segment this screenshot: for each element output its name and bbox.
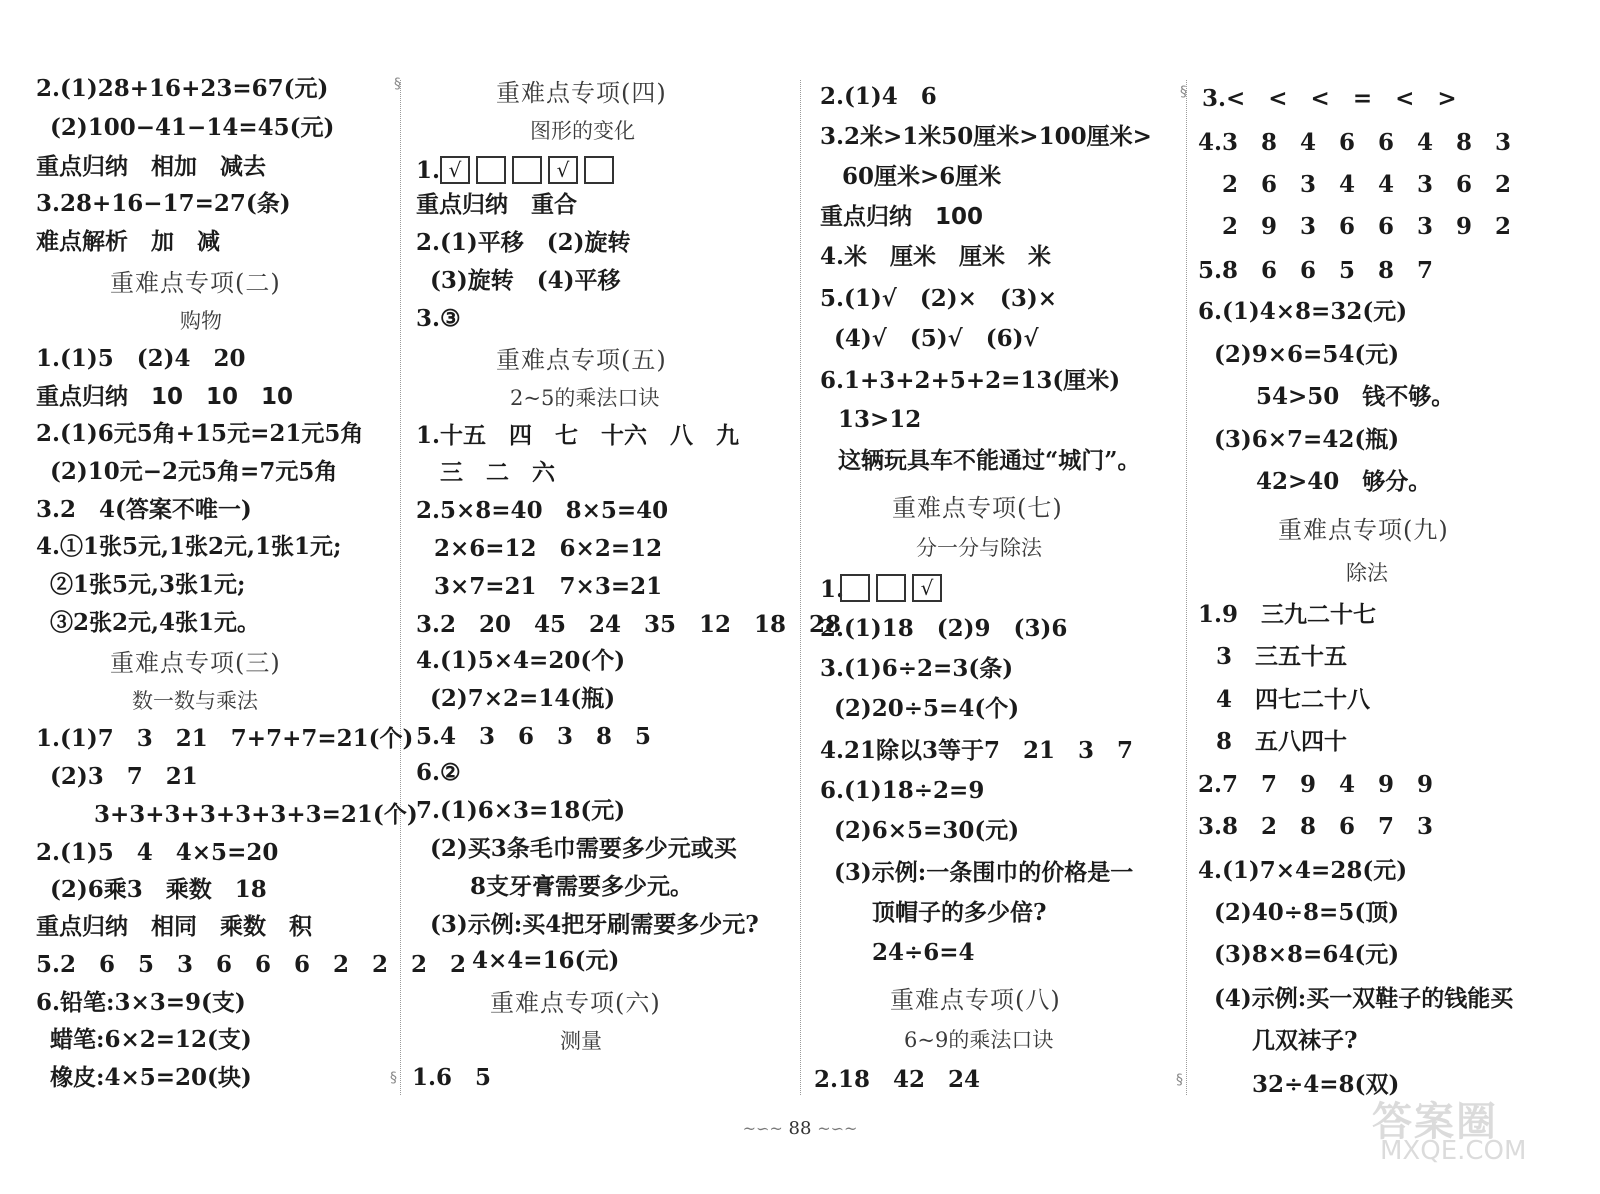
answer-line: 1.9 三九二十七: [1198, 601, 1377, 628]
answer-box: [584, 156, 614, 184]
answer-line: 8 五八四十: [1216, 728, 1348, 755]
answer-line: 1.(1)5 (2)4 20: [36, 345, 246, 372]
section-title: 重难点专项(八): [890, 986, 1061, 1014]
answer-line: 2.5×8=40 8×5=40: [416, 497, 669, 524]
answer-box: √: [912, 574, 942, 602]
answer-line: (2)3 7 21: [50, 763, 198, 790]
answer-line: 2 6 3 4 4 3 6 2: [1222, 171, 1512, 198]
key-summary-line: 重点归纳 相加 减去: [36, 154, 266, 180]
answer-line: 32÷4=8(双): [1252, 1071, 1400, 1098]
answer-line: 2.(1)28+16+23=67(元): [36, 75, 329, 102]
answer-line: 6.(1)18÷2=9: [820, 777, 985, 804]
answer-column-3: [800, 0, 1186, 1194]
section-subtitle: 图形的变化: [530, 119, 635, 143]
answer-box: [840, 574, 870, 602]
answer-line: 2.(1)平移 (2)旋转: [416, 229, 631, 256]
answer-line: 3×7=21 7×3=21: [434, 573, 663, 600]
answer-line: ③2张2元,4张1元。: [50, 609, 261, 636]
section-title: 重难点专项(六): [490, 989, 661, 1017]
answer-line: (2)7×2=14(瓶): [430, 685, 616, 712]
answer-line: 4.①1张5元,1张2元,1张1元;: [36, 533, 342, 560]
answer-line: 6.铅笔:3×3=9(支): [36, 989, 246, 1016]
answer-line: 6.②: [416, 759, 461, 786]
page-number-ornament-left: ~∽~: [742, 1119, 783, 1138]
site-watermark: [1362, 1090, 1572, 1170]
section-subtitle: 6~9的乘法口诀: [904, 1028, 1054, 1052]
answer-line: 2.(1)18 (2)9 (3)6: [820, 615, 1068, 642]
difficulty-line: 难点解析 加 减: [36, 229, 220, 255]
answer-line: 顶帽子的多少倍?: [872, 899, 1047, 926]
answer-line: 几双袜子?: [1252, 1027, 1358, 1054]
section-title: 重难点专项(四): [496, 79, 667, 107]
answer-line: 13>12: [838, 406, 922, 433]
section-subtitle: 除法: [1346, 561, 1388, 585]
answer-line: 3 三五十五: [1216, 643, 1348, 670]
answer-line: 54>50 钱不够。: [1256, 383, 1455, 410]
answer-line: 4 四七二十八: [1216, 686, 1371, 713]
answer-line: 24÷6=4: [872, 939, 975, 966]
answer-line: 1.: [416, 157, 441, 184]
answer-line: 橡皮:4×5=20(块): [50, 1064, 252, 1091]
page-number-text: 88: [788, 1118, 812, 1139]
answer-line: 5.4 3 6 3 8 5: [416, 723, 652, 750]
answer-line: 2.(1)6元5角+15元=21元5角: [36, 420, 364, 447]
answer-line: (3)示例:买4把牙刷需要多少元?: [430, 911, 759, 938]
section-subtitle: 购物: [180, 309, 222, 333]
divider-ornament-top-3: §: [1180, 84, 1187, 100]
divider-ornament-top-1: §: [394, 76, 401, 92]
q1-checkbox-row: [840, 574, 942, 602]
answer-line: ②1张5元,3张1元;: [50, 571, 246, 598]
answer-line: 4×4=16(元): [472, 947, 620, 974]
answer-line: 3.28+16−17=27(条): [36, 190, 291, 217]
answer-line: 1.: [820, 576, 845, 603]
section-title: 重难点专项(九): [1278, 516, 1449, 544]
answer-line: 5.2 6 5 3 6 6 6 2 2 2 2: [36, 951, 467, 978]
answer-line: (3)旋转 (4)平移: [430, 267, 621, 294]
answer-line: (2)40÷8=5(顶): [1214, 899, 1400, 926]
answer-line: (2)20÷5=4(个): [834, 695, 1020, 722]
answer-line: 5.8 6 6 5 8 7: [1198, 257, 1434, 284]
key-summary-line: 重点归纳 10 10 10: [36, 384, 294, 410]
key-summary-line: 重点归纳 重合: [416, 192, 577, 218]
answer-line: 2.7 7 9 4 9 9: [1198, 771, 1434, 798]
answer-line: 三 二 六: [440, 459, 555, 486]
answer-line: 蜡笔:6×2=12(支): [50, 1026, 252, 1053]
answer-line: 3.2米>1米50厘米>100厘米>: [820, 123, 1152, 150]
divider-ornament-bottom-3: §: [1176, 1072, 1183, 1088]
answer-line: 3.8 2 8 6 7 3: [1198, 813, 1434, 840]
answer-line: 这辆玩具车不能通过“城门”。: [838, 447, 1141, 474]
answer-box: √: [440, 156, 470, 184]
answer-box: √: [548, 156, 578, 184]
answer-line: (4)√ (5)√ (6)√: [834, 325, 1039, 352]
answer-line: 6.(1)4×8=32(元): [1198, 298, 1408, 325]
section-subtitle: 分一分与除法: [916, 536, 1042, 560]
answer-line: 3.< < < = < >: [1202, 85, 1457, 112]
answer-line: (3)示例:一条围巾的价格是一: [834, 859, 1134, 886]
answer-line: 4.米 厘米 厘米 米: [820, 243, 1052, 270]
answer-line: 4.(1)5×4=20(个): [416, 647, 626, 674]
answer-line: (3)6×7=42(瓶): [1214, 426, 1400, 453]
answer-box: [876, 574, 906, 602]
answer-line: 3+3+3+3+3+3+3=21(个): [94, 801, 418, 828]
answer-line: 3.2 20 45 24 35 12 18 28: [416, 611, 842, 638]
answer-line: (2)买3条毛巾需要多少元或买: [430, 835, 737, 862]
answer-box: [476, 156, 506, 184]
key-summary-line: 重点归纳 相同 乘数 积: [36, 914, 312, 940]
answer-line: 4.(1)7×4=28(元): [1198, 857, 1408, 884]
answer-line: 2.(1)4 6: [820, 83, 937, 110]
answer-line: (2)6×5=30(元): [834, 817, 1020, 844]
watermark-en-text: MXQE.COM: [1380, 1136, 1527, 1166]
section-title: 重难点专项(五): [496, 346, 667, 374]
answer-line: 42>40 够分。: [1256, 468, 1432, 495]
answer-line: (2)100−41−14=45(元): [50, 114, 335, 141]
divider-ornament-bottom-1: §: [390, 1070, 397, 1086]
section-subtitle: 测量: [560, 1029, 602, 1053]
q1-checkbox-row: [440, 156, 614, 184]
answer-line: 8支牙膏需要多少元。: [470, 873, 694, 900]
answer-line: 3.③: [416, 305, 461, 332]
watermark-cn-text: 答案圈: [1372, 1099, 1498, 1145]
section-subtitle: 数一数与乘法: [132, 689, 258, 713]
answer-line: 3.2 4(答案不唯一): [36, 496, 252, 523]
answer-line: (2)6乘3 乘数 18: [50, 876, 267, 903]
answer-line: (2)10元−2元5角=7元5角: [50, 458, 338, 485]
answer-line: 1.十五 四 七 十六 八 九: [416, 422, 740, 449]
answer-line: 60厘米>6厘米: [842, 163, 1002, 190]
answer-line: 5.(1)√ (2)× (3)×: [820, 285, 1057, 312]
section-subtitle: 2~5的乘法口诀: [510, 386, 660, 410]
answer-line: (3)8×8=64(元): [1214, 941, 1400, 968]
section-title: 重难点专项(七): [892, 494, 1063, 522]
answer-line: 2.(1)5 4 4×5=20: [36, 839, 279, 866]
answer-column-4: [1186, 0, 1600, 1194]
page-number-ornament-right: ~∽~: [817, 1119, 858, 1138]
answer-line: 3.(1)6÷2=3(条): [820, 655, 1014, 682]
page-number: [720, 1118, 880, 1139]
answer-line: 1.(1)7 3 21 7+7+7=21(个): [36, 725, 414, 752]
answer-line: 4.21除以3等于7 21 3 7: [820, 737, 1134, 764]
answer-line: (2)9×6=54(元): [1214, 341, 1400, 368]
answer-line: 4.3 8 4 6 6 4 8 3: [1198, 129, 1512, 156]
key-summary-line: 重点归纳 100: [820, 204, 984, 230]
answer-column-2: [400, 0, 842, 1194]
answer-line: 1.6 5: [412, 1064, 492, 1091]
answer-line: (4)示例:买一双鞋子的钱能买: [1214, 985, 1514, 1012]
answer-line: 2×6=12 6×2=12: [434, 535, 663, 562]
answer-line: 6.1+3+2+5+2=13(厘米): [820, 367, 1121, 394]
section-title: 重难点专项(二): [110, 269, 281, 297]
section-title: 重难点专项(三): [110, 649, 281, 677]
answer-line: 7.(1)6×3=18(元): [416, 797, 626, 824]
answer-line: 2.18 42 24: [814, 1066, 981, 1093]
answer-line: 2 9 3 6 6 3 9 2: [1222, 213, 1512, 240]
answer-box: [512, 156, 542, 184]
